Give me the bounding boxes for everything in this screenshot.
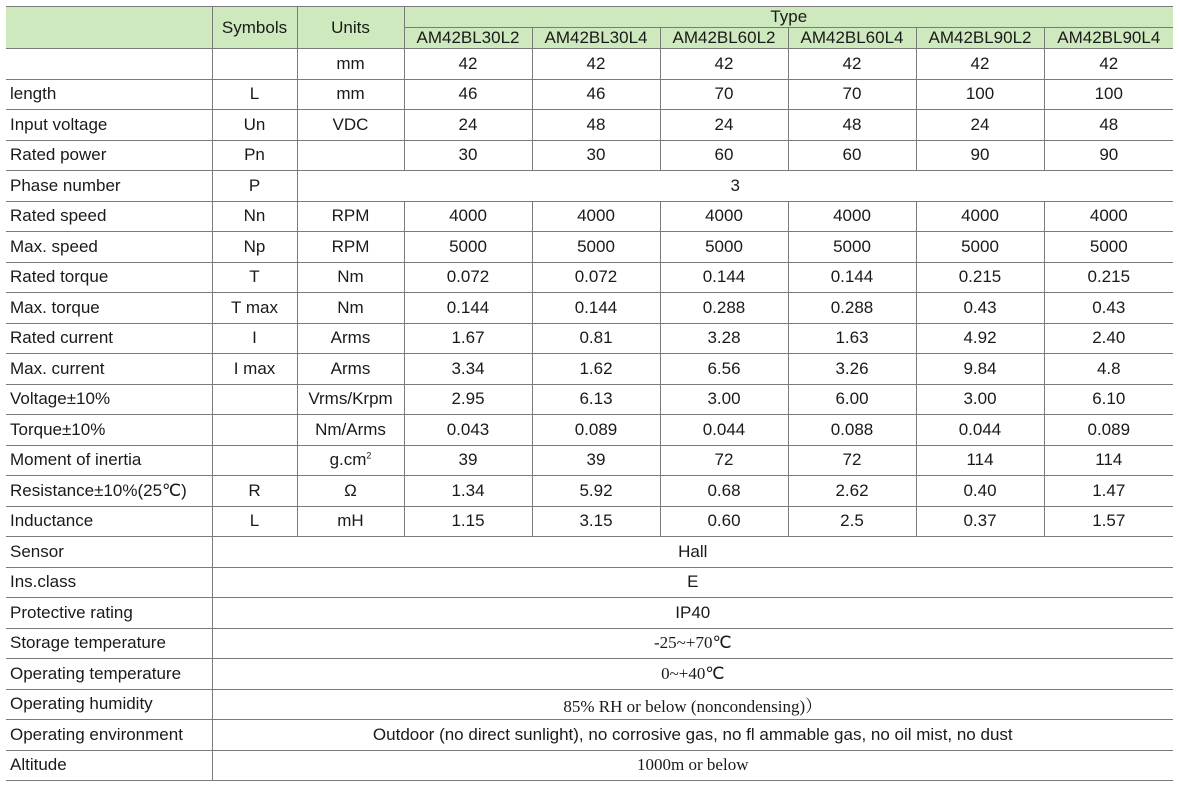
row-label: Ins.class bbox=[6, 567, 212, 598]
value-cell: 30 bbox=[532, 140, 660, 171]
table-row bbox=[6, 445, 1173, 476]
value-cell: 4000 bbox=[404, 201, 532, 232]
value-cell: 5000 bbox=[404, 232, 532, 263]
row-unit bbox=[297, 506, 404, 537]
value-cell: 24 bbox=[660, 110, 788, 141]
table-row bbox=[6, 415, 1173, 446]
row-label: Phase number bbox=[6, 171, 212, 202]
value-cell: 0.144 bbox=[532, 293, 660, 324]
unit-text: Arms bbox=[330, 358, 371, 378]
unit-text: mm bbox=[336, 53, 365, 73]
row-label: Operating environment bbox=[6, 720, 212, 751]
value-cell: 0.68 bbox=[660, 476, 788, 507]
row-label: Altitude bbox=[6, 750, 212, 781]
value-cell: 2.40 bbox=[1044, 323, 1173, 354]
value-cell: 48 bbox=[1044, 110, 1173, 141]
row-label: Input voltage bbox=[6, 110, 212, 141]
row-symbol: T max bbox=[212, 293, 297, 324]
value-cell: 4000 bbox=[660, 201, 788, 232]
table-row bbox=[6, 476, 1173, 507]
value-cell: 0.60 bbox=[660, 506, 788, 537]
value-cell: 42 bbox=[532, 49, 660, 80]
value-cell: 90 bbox=[1044, 140, 1173, 171]
unit-text: VDC bbox=[332, 114, 369, 134]
row-symbol: Np bbox=[212, 232, 297, 263]
table-row-common bbox=[6, 567, 1173, 598]
value-cell: 39 bbox=[532, 445, 660, 476]
value-cell: 0.81 bbox=[532, 323, 660, 354]
row-unit bbox=[297, 201, 404, 232]
row-label: Max. current bbox=[6, 354, 212, 385]
value-cell: 4000 bbox=[916, 201, 1044, 232]
value-cell: 48 bbox=[788, 110, 916, 141]
value-cell: 0.089 bbox=[1044, 415, 1173, 446]
row-label: Operating humidity bbox=[6, 689, 212, 720]
table-row bbox=[6, 354, 1173, 385]
table-row bbox=[6, 49, 1173, 80]
value-cell: 5000 bbox=[916, 232, 1044, 263]
value-cell: 0.40 bbox=[916, 476, 1044, 507]
value-cell: 0.144 bbox=[660, 262, 788, 293]
row-label: Rated current bbox=[6, 323, 212, 354]
unit-text: mm bbox=[336, 84, 365, 104]
value-cell: 42 bbox=[788, 49, 916, 80]
table-row bbox=[6, 384, 1173, 415]
model-header: AM42BL60L4 bbox=[788, 28, 916, 49]
value-cell: 3.28 bbox=[660, 323, 788, 354]
row-symbol: T bbox=[212, 262, 297, 293]
value-cell: 42 bbox=[660, 49, 788, 80]
value-cell: 70 bbox=[660, 79, 788, 110]
merged-value-cell: -25~+70℃ bbox=[212, 628, 1173, 659]
header-blank bbox=[6, 7, 212, 49]
row-label: Rated power bbox=[6, 140, 212, 171]
merged-value-cell: 1000m or below bbox=[212, 750, 1173, 781]
value-cell: 6.10 bbox=[1044, 384, 1173, 415]
value-cell: 0.215 bbox=[1044, 262, 1173, 293]
table-row-common bbox=[6, 720, 1173, 751]
value-cell: 100 bbox=[916, 79, 1044, 110]
unit-text: Arms bbox=[330, 328, 371, 348]
table-row bbox=[6, 232, 1173, 263]
row-unit bbox=[297, 354, 404, 385]
model-header: AM42BL60L2 bbox=[660, 28, 788, 49]
value-cell: 90 bbox=[916, 140, 1044, 171]
value-cell: 1.34 bbox=[404, 476, 532, 507]
value-cell: 9.84 bbox=[916, 354, 1044, 385]
row-symbol bbox=[212, 415, 297, 446]
value-cell: 24 bbox=[404, 110, 532, 141]
row-unit bbox=[297, 415, 404, 446]
value-cell: 114 bbox=[916, 445, 1044, 476]
table-row-common bbox=[6, 598, 1173, 629]
row-symbol: I max bbox=[212, 354, 297, 385]
row-label: Inductance bbox=[6, 506, 212, 537]
value-cell: 5000 bbox=[660, 232, 788, 263]
value-cell: 5000 bbox=[532, 232, 660, 263]
value-cell: 60 bbox=[660, 140, 788, 171]
header-type: Type bbox=[404, 7, 1173, 28]
value-cell: 0.089 bbox=[532, 415, 660, 446]
table-row-common bbox=[6, 537, 1173, 568]
value-cell: 100 bbox=[1044, 79, 1173, 110]
value-cell: 0.088 bbox=[788, 415, 916, 446]
model-header: AM42BL90L2 bbox=[916, 28, 1044, 49]
model-header: AM42BL30L4 bbox=[532, 28, 660, 49]
table-row bbox=[6, 201, 1173, 232]
spec-table-container bbox=[6, 6, 1173, 781]
value-cell: 4.8 bbox=[1044, 354, 1173, 385]
merged-value-cell: Hall bbox=[212, 537, 1173, 568]
row-label: Resistance±10%(25℃) bbox=[6, 476, 212, 507]
row-symbol bbox=[212, 49, 297, 80]
value-cell: 0.043 bbox=[404, 415, 532, 446]
value-cell: 24 bbox=[916, 110, 1044, 141]
value-cell: 60 bbox=[788, 140, 916, 171]
value-cell: 72 bbox=[788, 445, 916, 476]
table-row-common bbox=[6, 689, 1173, 720]
table-row bbox=[6, 506, 1173, 537]
row-unit bbox=[297, 49, 404, 80]
value-cell: 0.044 bbox=[660, 415, 788, 446]
value-cell: 5000 bbox=[788, 232, 916, 263]
value-cell: 3.00 bbox=[660, 384, 788, 415]
value-cell: 0.288 bbox=[660, 293, 788, 324]
row-label: Max. speed bbox=[6, 232, 212, 263]
merged-value-cell: E bbox=[212, 567, 1173, 598]
value-cell: 114 bbox=[1044, 445, 1173, 476]
row-unit bbox=[297, 384, 404, 415]
row-label: Storage temperature bbox=[6, 628, 212, 659]
table-row-phase bbox=[6, 171, 1173, 202]
value-cell: 5.92 bbox=[532, 476, 660, 507]
unit-superscript: 2 bbox=[366, 450, 372, 461]
merged-value-cell: Outdoor (no direct sunlight), no corrosive gas, no fl ammable gas, no oil mist, no dust bbox=[212, 720, 1173, 751]
unit-text: Nm bbox=[337, 267, 364, 287]
value-cell: 1.57 bbox=[1044, 506, 1173, 537]
value-cell: 48 bbox=[532, 110, 660, 141]
value-cell: 2.95 bbox=[404, 384, 532, 415]
value-cell: 39 bbox=[404, 445, 532, 476]
row-label: Voltage±10% bbox=[6, 384, 212, 415]
value-cell: 0.044 bbox=[916, 415, 1044, 446]
row-label: Operating temperature bbox=[6, 659, 212, 690]
unit-text: Nm bbox=[337, 297, 364, 317]
row-symbol: Un bbox=[212, 110, 297, 141]
row-label: Sensor bbox=[6, 537, 212, 568]
merged-value-cell: IP40 bbox=[212, 598, 1173, 629]
table-row bbox=[6, 323, 1173, 354]
value-cell: 1.47 bbox=[1044, 476, 1173, 507]
value-cell: 2.62 bbox=[788, 476, 916, 507]
value-cell: 46 bbox=[532, 79, 660, 110]
row-symbol: Nn bbox=[212, 201, 297, 232]
value-cell: 3.15 bbox=[532, 506, 660, 537]
table-row-common bbox=[6, 659, 1173, 690]
row-label: Protective rating bbox=[6, 598, 212, 629]
header-symbols: Symbols bbox=[212, 7, 297, 49]
value-cell: 6.00 bbox=[788, 384, 916, 415]
value-cell: 4.92 bbox=[916, 323, 1044, 354]
row-label: Torque±10% bbox=[6, 415, 212, 446]
value-cell: 0.43 bbox=[1044, 293, 1173, 324]
row-symbol: P bbox=[212, 171, 297, 202]
unit-text: RPM bbox=[331, 206, 370, 226]
value-cell: 5000 bbox=[1044, 232, 1173, 263]
value-cell: 6.56 bbox=[660, 354, 788, 385]
row-unit bbox=[297, 476, 404, 507]
row-label: Rated torque bbox=[6, 262, 212, 293]
unit-text: Ω bbox=[344, 480, 357, 500]
unit-text: mH bbox=[337, 511, 364, 531]
spec-table bbox=[6, 6, 1173, 781]
row-symbol: L bbox=[212, 79, 297, 110]
table-row bbox=[6, 79, 1173, 110]
value-cell: 4000 bbox=[1044, 201, 1173, 232]
unit-text: Nm/Arms bbox=[315, 419, 386, 439]
value-cell: 0.215 bbox=[916, 262, 1044, 293]
row-unit bbox=[297, 79, 404, 110]
table-row bbox=[6, 140, 1173, 171]
row-symbol: I bbox=[212, 323, 297, 354]
row-symbol: Pn bbox=[212, 140, 297, 171]
value-cell: 0.144 bbox=[788, 262, 916, 293]
row-unit bbox=[297, 262, 404, 293]
row-symbol bbox=[212, 445, 297, 476]
header-units: Units bbox=[297, 7, 404, 49]
value-cell: 0.288 bbox=[788, 293, 916, 324]
row-unit bbox=[297, 445, 404, 476]
value-cell: 42 bbox=[1044, 49, 1173, 80]
value-cell: 1.63 bbox=[788, 323, 916, 354]
row-unit bbox=[297, 293, 404, 324]
table-row bbox=[6, 110, 1173, 141]
row-unit bbox=[297, 232, 404, 263]
value-cell: 6.13 bbox=[532, 384, 660, 415]
row-label: Max. torque bbox=[6, 293, 212, 324]
row-symbol: R bbox=[212, 476, 297, 507]
value-cell: 42 bbox=[404, 49, 532, 80]
row-label: Moment of inertia bbox=[6, 445, 212, 476]
model-header: AM42BL90L4 bbox=[1044, 28, 1173, 49]
row-unit bbox=[297, 323, 404, 354]
value-cell: 46 bbox=[404, 79, 532, 110]
unit-text: Vrms/Krpm bbox=[308, 389, 393, 409]
value-cell: 0.072 bbox=[532, 262, 660, 293]
row-unit bbox=[297, 140, 404, 171]
value-cell: 1.67 bbox=[404, 323, 532, 354]
table-row bbox=[6, 262, 1173, 293]
model-header: AM42BL30L2 bbox=[404, 28, 532, 49]
table-row-common bbox=[6, 750, 1173, 781]
value-cell: 72 bbox=[660, 445, 788, 476]
value-cell: 0.37 bbox=[916, 506, 1044, 537]
row-label: length bbox=[6, 79, 212, 110]
row-label: Rated speed bbox=[6, 201, 212, 232]
value-cell: 4000 bbox=[788, 201, 916, 232]
value-cell: 2.5 bbox=[788, 506, 916, 537]
merged-value-cell: 0~+40℃ bbox=[212, 659, 1173, 690]
row-unit bbox=[297, 110, 404, 141]
row-symbol: L bbox=[212, 506, 297, 537]
value-cell: 70 bbox=[788, 79, 916, 110]
header-row-type bbox=[6, 7, 1173, 28]
merged-value-cell: 3 bbox=[297, 171, 1173, 202]
row-symbol bbox=[212, 384, 297, 415]
value-cell: 30 bbox=[404, 140, 532, 171]
merged-value-cell: 85% RH or below (noncondensing)） bbox=[212, 689, 1173, 720]
spec-table-body bbox=[6, 7, 1173, 781]
value-cell: 42 bbox=[916, 49, 1044, 80]
value-cell: 3.26 bbox=[788, 354, 916, 385]
row-label bbox=[6, 49, 212, 80]
unit-text: RPM bbox=[331, 236, 370, 256]
value-cell: 0.43 bbox=[916, 293, 1044, 324]
table-row-common bbox=[6, 628, 1173, 659]
value-cell: 0.144 bbox=[404, 293, 532, 324]
value-cell: 0.072 bbox=[404, 262, 532, 293]
value-cell: 1.62 bbox=[532, 354, 660, 385]
value-cell: 3.00 bbox=[916, 384, 1044, 415]
value-cell: 3.34 bbox=[404, 354, 532, 385]
value-cell: 4000 bbox=[532, 201, 660, 232]
value-cell: 1.15 bbox=[404, 506, 532, 537]
table-row bbox=[6, 293, 1173, 324]
unit-text: g.cm bbox=[329, 450, 367, 470]
